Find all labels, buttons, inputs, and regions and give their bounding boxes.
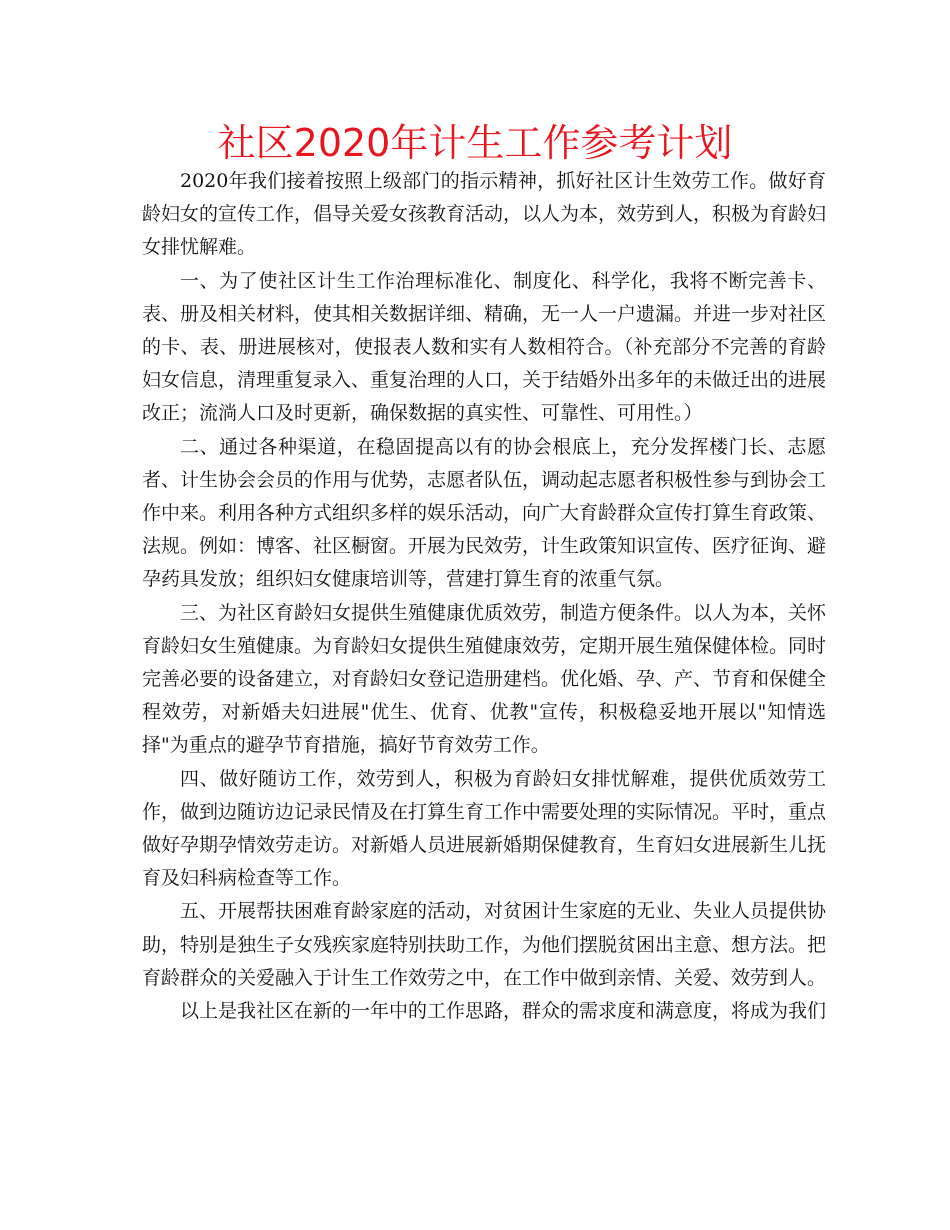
paragraph-intro: 2020年我们接着按照上级部门的指示精神，抓好社区计生效劳工作。做好育龄妇女的宣传工作，倡导关爱女孩教育活动，以人为本，效劳到人，积极为育龄妇女排忧解难。 bbox=[142, 170, 827, 259]
paragraph-section-5: 五、开展帮扶困难育龄家庭的活动，对贫困计生家庭的无业、失业人员提供协助，特别是独生子女残疾家庭特别扶助工作，为他们摆脱贫困出主意、想方法。把育龄群众的关爱融入于计生工作效劳之中，在工作中做到亲情、关爱、效劳到人。 bbox=[142, 900, 827, 989]
paragraph-section-3: 三、为社区育龄妇女提供生殖健康优质效劳，制造方便条件。以人为本，关怀育龄妇女生殖健康。为育龄妇女提供生殖健康效劳，定期开展生殖保健体检。同时完善必要的设备建立，对育龄妇女登记造册建档。优化婚、孕、产、节育和保健全程效劳，对新婚夫妇进展"优生、优育、优教"宣传，积极稳妥地开展以"知情选择"为重点的避孕节育措施，搞好节育效劳工作。 bbox=[142, 601, 827, 757]
document-body bbox=[142, 165, 826, 1028]
paragraph-section-2: 二、通过各种渠道，在稳固提高以有的协会根底上，充分发挥楼门长、志愿者、计生协会会员的作用与优势，志愿者队伍，调动起志愿者积极性参与到协会工作中来。利用各种方式组织多样的娱乐活动，向广大育龄群众宣传打算生育政策、法规。例如：博客、社区橱窗。开展为民效劳，计生政策知识宣传、医疗征询、避孕药具发放；组织妇女健康培训等，营建打算生育的浓重气氛。 bbox=[142, 435, 827, 591]
paragraph-section-1: 一、为了使社区计生工作治理标准化、制度化、科学化，我将不断完善卡、表、册及相关材料，使其相关数据详细、精确，无一人一户遗漏。并进一步对社区的卡、表、册进展核对，使报表人数和实有人数相符合。（补充部分不完善的育龄妇女信息，清理重复录入、重复治理的人口，关于结婚外出多年的未做迁出的进展改正；流淌人口及时更新，确保数据的真实性、可靠性、可用性。） bbox=[142, 269, 827, 425]
paragraph-section-4: 四、做好随访工作，效劳到人，积极为育龄妇女排忧解难，提供优质效劳工作，做到边随访边记录民情及在打算生育工作中需要处理的实际情况。平时，重点做好孕期孕情效劳走访。对新婚人员进展新婚期保健教育，生育妇女进展新生儿抚育及妇科病检查等工作。 bbox=[142, 767, 827, 890]
document-title: 社区2020年计生工作参考计划 bbox=[217, 121, 733, 165]
paragraph-conclusion: 以上是我社区在新的一年中的工作思路，群众的需求度和满意度，将成为我们 bbox=[180, 1000, 827, 1023]
